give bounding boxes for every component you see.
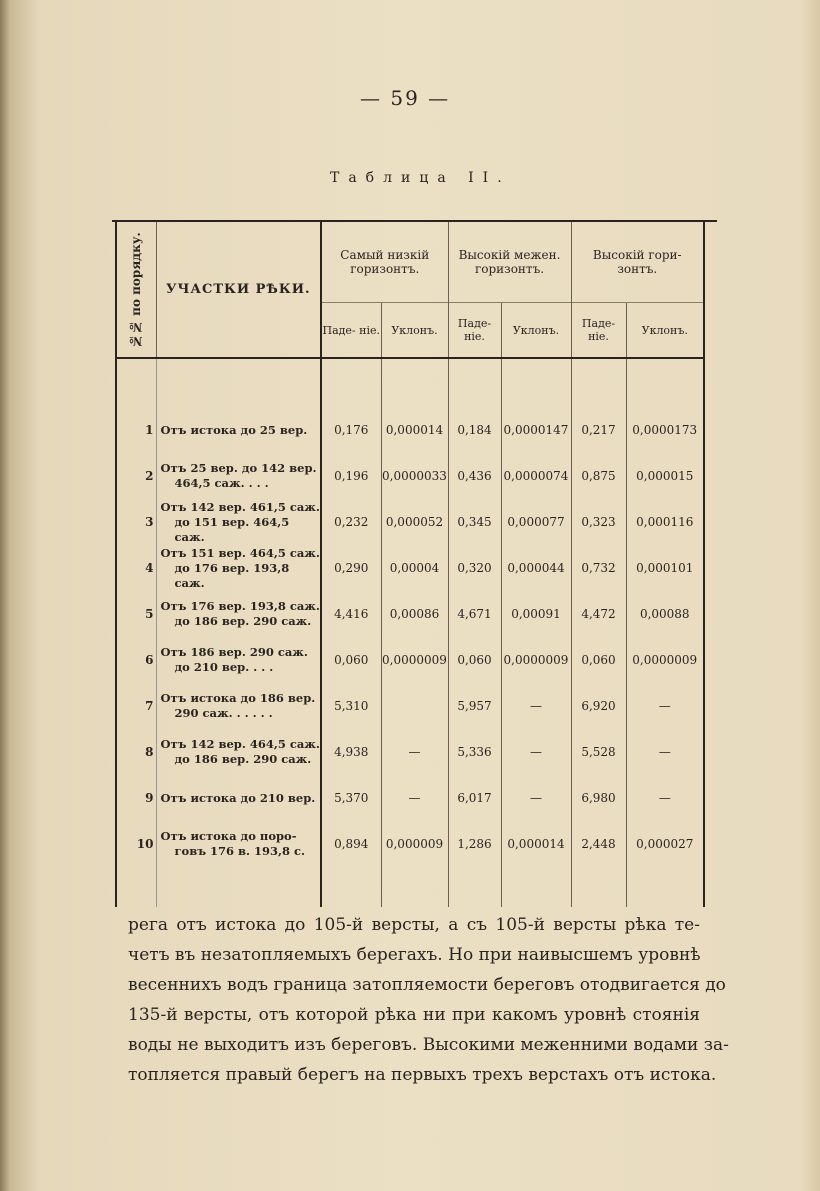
river-section <box>156 407 321 453</box>
section-line-1: Отъ 142 вер. 464,5 саж. <box>160 737 320 751</box>
slope-value: — <box>501 683 571 729</box>
slope-value: 0,000101 <box>626 545 704 591</box>
fall-value: 6,920 <box>571 683 626 729</box>
section-line-1: Отъ истока до 210 вер. <box>160 790 316 805</box>
page-number: — 59 — <box>360 86 451 110</box>
section-line-1: Отъ 142 вер. 461,5 саж. <box>160 499 320 514</box>
table-title: Таблица II. <box>330 170 511 186</box>
fall-value: 6,017 <box>448 775 501 821</box>
header-slope: Уклонъ. <box>501 303 571 359</box>
fall-value: 0,060 <box>321 637 381 683</box>
slope-value: — <box>501 775 571 821</box>
header-group-lowest: Самый низкій горизонтъ. <box>321 222 448 303</box>
header-slope: Уклонъ. <box>626 303 704 359</box>
text-line: четъ въ незатопляемыхъ берегахъ. Но при наивысшемъ уровнѣ <box>128 945 701 965</box>
table-row <box>116 545 704 591</box>
fall-value: 0,060 <box>448 637 501 683</box>
slope-value: — <box>626 775 704 821</box>
fall-value: 5,957 <box>448 683 501 729</box>
fall-value: 0,875 <box>571 453 626 499</box>
slope-value: 0,0000033 <box>381 453 448 499</box>
data-table <box>115 222 705 907</box>
fall-value: 0,320 <box>448 545 501 591</box>
text-line: рега отъ истока до 105-й версты, а съ 105-й версты рѣка те- <box>128 915 700 935</box>
slope-value: 0,000009 <box>381 821 448 867</box>
slope-value: 0,0000009 <box>501 637 571 683</box>
text-line: 135-й версты, отъ которой рѣка ни при какомъ уровнѣ стоянія <box>128 1005 700 1025</box>
river-section <box>156 591 321 637</box>
table-row <box>116 775 704 821</box>
slope-value: 0,000015 <box>626 453 704 499</box>
text-line: топляется правый берегъ на первыхъ трехъ верстахъ отъ истока. <box>128 1065 717 1085</box>
river-section <box>156 775 321 821</box>
slope-value: — <box>626 729 704 775</box>
river-section <box>156 453 321 499</box>
river-section <box>156 637 321 683</box>
river-section <box>156 729 321 775</box>
slope-value: — <box>381 729 448 775</box>
row-number: 2 <box>116 453 156 499</box>
slope-value: — <box>381 775 448 821</box>
slope-value: 0,0000147 <box>501 407 571 453</box>
row-number: 5 <box>116 591 156 637</box>
text-line: весеннихъ водъ граница затопляемости береговъ отодвигается до <box>128 975 726 995</box>
header-sections: УЧАСТКИ РѢКИ. <box>156 222 321 358</box>
fall-value: 0,894 <box>321 821 381 867</box>
header-group-high: Высокій гори- зонтъ. <box>571 222 704 303</box>
section-line-1: Отъ 186 вер. 290 саж. <box>160 645 308 659</box>
fall-value: 0,732 <box>571 545 626 591</box>
slope-value: — <box>501 729 571 775</box>
header-fall: Паде- ніе. <box>321 303 381 359</box>
header-slope: Уклонъ. <box>381 303 448 359</box>
slope-value: 0,000014 <box>381 407 448 453</box>
section-line-2: до 176 вер. 193,8 саж. <box>174 560 290 590</box>
fall-value: 0,232 <box>321 499 381 545</box>
fall-value: 4,416 <box>321 591 381 637</box>
slope-value: 0,000052 <box>381 499 448 545</box>
slope-value: 0,0000009 <box>381 637 448 683</box>
slope-value: 0,000077 <box>501 499 571 545</box>
row-number: 9 <box>116 775 156 821</box>
section-line-1: Отъ истока до 25 вер. <box>160 422 308 437</box>
fall-value: 0,217 <box>571 407 626 453</box>
table-row <box>116 821 704 867</box>
river-section <box>156 545 321 591</box>
section-line-2: до 186 вер. 290 саж. <box>174 752 312 766</box>
river-section <box>156 683 321 729</box>
row-number: 3 <box>116 499 156 545</box>
row-number: 7 <box>116 683 156 729</box>
section-line-2: до 151 вер. 464,5 саж. <box>174 514 290 544</box>
fall-value: 0,196 <box>321 453 381 499</box>
row-number: 1 <box>116 407 156 453</box>
header-number: №№ по порядку. <box>116 222 156 358</box>
body-paragraph <box>128 910 729 1090</box>
header-fall: Паде- ніе. <box>571 303 626 359</box>
fall-value: 0,436 <box>448 453 501 499</box>
table-row <box>116 453 704 499</box>
fall-value: 4,472 <box>571 591 626 637</box>
fall-value: 0,290 <box>321 545 381 591</box>
table-row <box>116 499 704 545</box>
slope-value: 0,000044 <box>501 545 571 591</box>
fall-value: 0,345 <box>448 499 501 545</box>
fall-value: 6,980 <box>571 775 626 821</box>
section-line-2: до 186 вер. 290 саж. <box>174 614 312 628</box>
text-line: воды не выходитъ изъ береговъ. Высокими меженними водами за- <box>128 1035 729 1055</box>
section-line-1: Отъ истока до 186 вер. <box>160 691 316 705</box>
table-row <box>116 591 704 637</box>
section-line-1: Отъ 176 вер. 193,8 саж. <box>160 599 320 613</box>
fall-value: 0,184 <box>448 407 501 453</box>
slope-value: 0,0000074 <box>501 453 571 499</box>
fall-value: 0,176 <box>321 407 381 453</box>
slope-value: 0,000027 <box>626 821 704 867</box>
header-fall: Паде- ніе. <box>448 303 501 359</box>
row-number: 6 <box>116 637 156 683</box>
fall-value: 2,448 <box>571 821 626 867</box>
fall-value: 5,370 <box>321 775 381 821</box>
slope-value: 0,0000173 <box>626 407 704 453</box>
slope-value: 0,00086 <box>381 591 448 637</box>
slope-value: — <box>626 683 704 729</box>
river-section <box>156 499 321 545</box>
section-line-1: Отъ 151 вер. 464,5 саж. <box>160 545 320 560</box>
table-row <box>116 683 704 729</box>
slope-value: 0,000116 <box>626 499 704 545</box>
slope-value: 0,000014 <box>501 821 571 867</box>
section-line-1: Отъ 25 вер. до 142 вер. <box>160 461 317 475</box>
fall-value: 4,938 <box>321 729 381 775</box>
fall-value: 5,336 <box>448 729 501 775</box>
row-number: 4 <box>116 545 156 591</box>
slope-value: 0,00004 <box>381 545 448 591</box>
slope-value: 0,0000009 <box>626 637 704 683</box>
fall-value: 1,286 <box>448 821 501 867</box>
section-line-1: Отъ истока до поро- <box>160 829 297 843</box>
fall-value: 5,310 <box>321 683 381 729</box>
section-line-2: 290 саж. . . . . . <box>174 706 273 720</box>
fall-value: 5,528 <box>571 729 626 775</box>
row-number: 8 <box>116 729 156 775</box>
slope-value <box>381 683 448 729</box>
slope-value: 0,00088 <box>626 591 704 637</box>
table-row <box>116 637 704 683</box>
row-number: 10 <box>116 821 156 867</box>
table-row <box>116 729 704 775</box>
slope-value: 0,00091 <box>501 591 571 637</box>
fall-value: 0,323 <box>571 499 626 545</box>
table-row <box>116 407 704 453</box>
section-line-2: до 210 вер. . . . <box>174 660 274 674</box>
fall-value: 0,060 <box>571 637 626 683</box>
section-line-2: говъ 176 в. 193,8 с. <box>174 844 306 858</box>
river-section <box>156 821 321 867</box>
section-line-2: 464,5 саж. . . . <box>174 476 269 490</box>
fall-value: 4,671 <box>448 591 501 637</box>
header-group-high-low-water: Высокій межен. горизонтъ. <box>448 222 571 303</box>
